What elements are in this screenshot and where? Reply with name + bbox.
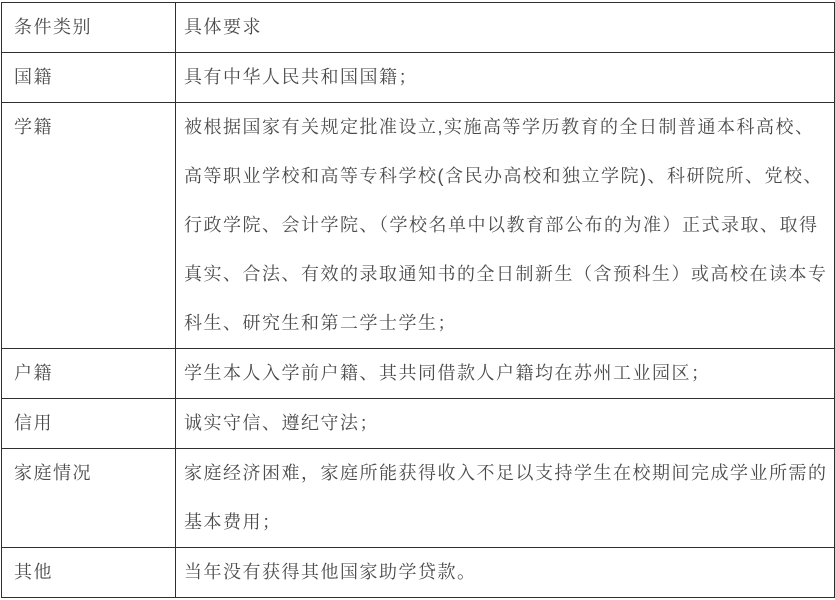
requirement-line: 被根据国家有关规定批准设立,实施高等学历教育的全日制普通本科高校、: [184, 117, 815, 137]
category-cell: [2, 449, 176, 548]
requirements-table: [1, 2, 835, 598]
category-cell: [2, 53, 176, 103]
requirement-line: 高等职业学校和高等专科学校(含民办高校和独立学院)、科研院所、党校、: [184, 166, 823, 186]
table-row: [2, 399, 835, 449]
category-label: 国籍: [14, 67, 53, 87]
category-cell: [2, 349, 176, 399]
requirement-cell: [176, 349, 835, 399]
requirement-cell: [176, 103, 835, 349]
requirement-cell: [176, 548, 835, 598]
requirement-line: 家庭经济困难，家庭所能获得收入不足以支持学生在校期间完成学业所需的: [184, 463, 828, 483]
category-label: 家庭情况: [14, 463, 92, 483]
category-label: 信用: [14, 413, 53, 433]
header-category-cell: [2, 3, 176, 53]
category-cell: [2, 103, 176, 349]
requirement-line: 诚实守信、遵纪守法；: [184, 413, 379, 433]
requirement-line: 具有中华人民共和国国籍；: [184, 67, 418, 87]
requirement-cell: [176, 399, 835, 449]
requirement-line: 学生本人入学前户籍、其共同借款人户籍均在苏州工业园区；: [184, 363, 711, 383]
table-row: [2, 449, 835, 548]
category-cell: [2, 548, 176, 598]
requirement-line: 基本费用；: [184, 512, 282, 532]
requirement-cell: [176, 53, 835, 103]
table-row: [2, 53, 835, 103]
header-requirement-cell: [176, 3, 835, 53]
category-cell: [2, 399, 176, 449]
category-label: 户籍: [14, 363, 53, 383]
header-category-label: 条件类别: [14, 17, 92, 37]
table-row: [2, 548, 835, 598]
requirement-line: 当年没有获得其他国家助学贷款。: [184, 562, 477, 582]
category-label: 其他: [14, 562, 53, 582]
header-requirement-label: 具体要求: [184, 17, 262, 37]
requirement-cell: [176, 449, 835, 548]
requirement-line: 科生、研究生和第二学士学生；: [184, 313, 457, 333]
table-row: [2, 103, 835, 349]
table-header-row: [2, 3, 835, 53]
table-row: [2, 349, 835, 399]
requirement-line: 真实、合法、有效的录取通知书的全日制新生（含预科生）或高校在读本专: [184, 264, 828, 284]
requirements-table-body: [2, 3, 835, 598]
requirement-line: 行政学院、会计学院、（学校名单中以教育部公布的为准）正式录取、取得: [184, 215, 819, 235]
category-label: 学籍: [14, 117, 53, 137]
